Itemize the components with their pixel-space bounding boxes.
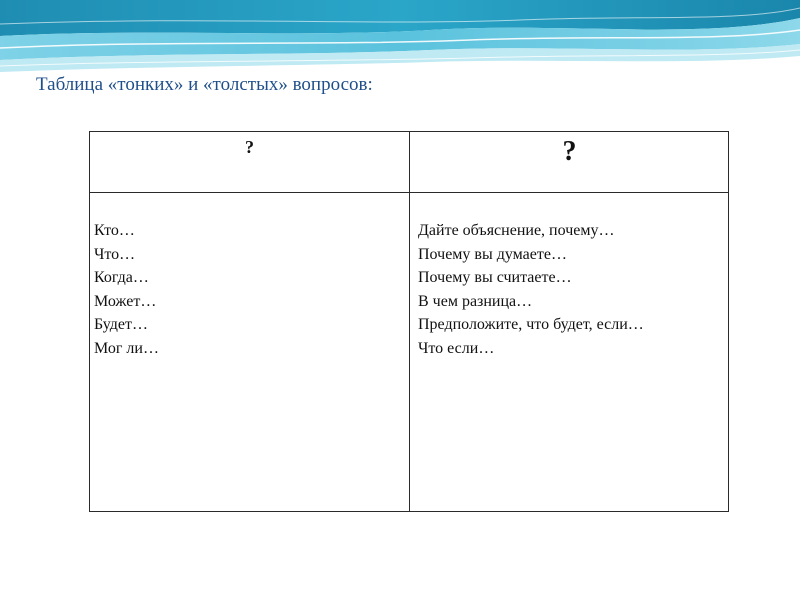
slide-title: Таблица «тонких» и «толстых» вопросов: (36, 74, 373, 95)
header-thick-questions: ? (562, 136, 577, 167)
thick-question: Предположите, что будет, если… (418, 316, 644, 333)
thin-questions-cell (94, 219, 394, 360)
table-row-divider (90, 192, 728, 193)
thin-question: Будет… (94, 316, 149, 333)
thick-question: Почему вы считаете… (418, 269, 572, 286)
thin-question: Может… (94, 292, 157, 310)
thin-question: Что… (94, 245, 136, 263)
thick-questions-cell (418, 219, 723, 360)
thin-question: Кто… (94, 222, 135, 239)
thick-question: Дайте объяснение, почему… (418, 222, 615, 239)
header-thin-questions: ? (245, 137, 254, 157)
thin-question: Когда… (94, 269, 149, 286)
thick-question: Почему вы думаете… (418, 245, 567, 263)
thick-question: Что если… (418, 339, 495, 357)
header-wave-decoration (0, 0, 800, 80)
thick-question: В чем разница… (418, 292, 533, 310)
thin-question: Мог ли… (94, 339, 159, 357)
questions-table (89, 131, 729, 512)
